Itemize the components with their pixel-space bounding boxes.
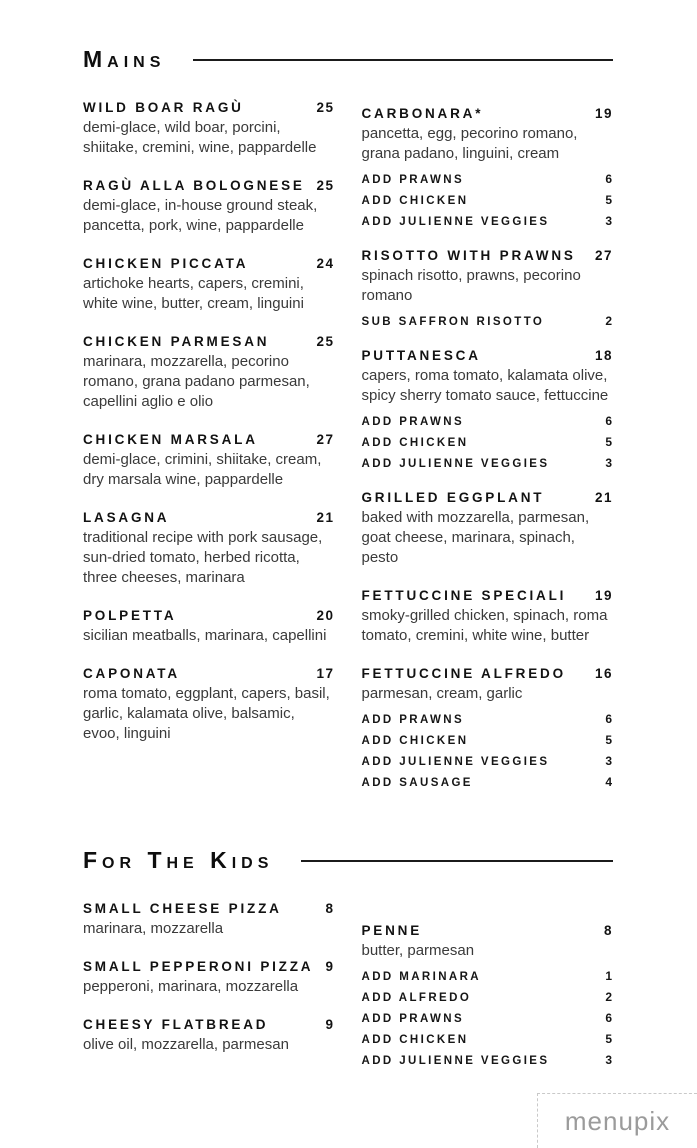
menu-item: [83, 959, 335, 997]
addon-label: SUB SAFFRON RISOTTO: [361, 316, 545, 328]
menu-item-price: 19: [594, 106, 613, 121]
addon-label: ADD PRAWNS: [361, 416, 465, 428]
menu-item-price: 21: [594, 490, 613, 505]
menu-item: [83, 100, 335, 158]
addon-row: [362, 1053, 614, 1067]
menu-item-header: [83, 100, 335, 115]
menu-item: [83, 1017, 335, 1055]
addon-price: 2: [605, 990, 613, 1004]
menu-item: [83, 178, 335, 236]
section-divider-line: [301, 860, 613, 862]
menu-item-name: CHICKEN PICCATA: [83, 256, 249, 271]
menu-item-header: [362, 490, 614, 505]
addon-price: 4: [605, 775, 613, 789]
addon-price: 3: [605, 456, 613, 470]
menu-item-description: demi-glace, crimini, shiitake, cream, dry marsala wine, pappardelle: [83, 451, 322, 488]
menu-item-header: [362, 348, 614, 363]
addon-row: [362, 435, 614, 449]
addon-row: [362, 775, 614, 789]
menu-item-description: baked with mozzarella, parmesan, goat cheese, marinara, spinach, pesto: [361, 509, 590, 566]
addon-label: ADD CHICKEN: [361, 437, 469, 449]
section-columns: [83, 901, 613, 1087]
menu-item-price: 25: [316, 178, 335, 193]
menu-item-name: SMALL CHEESE PIZZA: [83, 901, 282, 916]
menu-item-name: SMALL PEPPERONI PIZZA: [83, 959, 314, 974]
menu-item: [83, 510, 335, 588]
menu-item-name: RAGÙ ALLA BOLOGNESE: [83, 178, 305, 193]
menu-item-header: [362, 923, 614, 938]
menu-item-description: parmesan, cream, garlic: [361, 685, 523, 702]
section-header: [83, 46, 613, 73]
menu-item: [362, 490, 614, 568]
menu-item-header: [83, 666, 335, 681]
menu-sections: [83, 46, 613, 1087]
menu-item-header: [83, 178, 335, 193]
menu-column: [83, 901, 335, 1087]
section-columns: [83, 100, 613, 809]
addon-price: 5: [605, 733, 613, 747]
menu-item-price: 17: [316, 666, 335, 681]
menu-item-name: PUTTANESCA: [361, 348, 481, 363]
menu-item-description: capers, roma tomato, kalamata olive, spicy sherry tomato sauce, fettuccine: [361, 367, 609, 404]
menu-item-header: [83, 1017, 335, 1032]
menu-item-price: 9: [325, 1017, 335, 1032]
watermark-label: menupix: [564, 1105, 671, 1136]
addon-label: ADD JULIENNE VEGGIES: [361, 1055, 550, 1067]
menu-section: [83, 847, 613, 1087]
addon-row: [362, 712, 614, 726]
menu-item-description: olive oil, mozzarella, parmesan: [83, 1036, 289, 1053]
menu-item-addons: [362, 712, 614, 789]
menu-item-name: CAPONATA: [83, 666, 180, 681]
menu-item: [83, 432, 335, 490]
menu-item-description: pepperoni, marinara, mozzarella: [83, 978, 299, 995]
menu-item-header: [362, 666, 614, 681]
menu-item-header: [83, 334, 335, 349]
menu-item-name: FETTUCCINE SPECIALI: [361, 588, 567, 603]
addon-row: [362, 1011, 614, 1025]
menu-item-price: 27: [594, 248, 613, 263]
menu-item-header: [362, 106, 614, 121]
addon-label: ADD PRAWNS: [361, 1013, 465, 1025]
menu-item-description: pancetta, egg, pecorino romano, grana padano, linguini, cream: [361, 125, 578, 162]
menu-item-name: CARBONARA*: [361, 106, 484, 121]
menu-item-name: CHEESY FLATBREAD: [83, 1017, 269, 1032]
menu-item: [83, 256, 335, 314]
addon-row: [362, 733, 614, 747]
addon-price: 2: [605, 314, 613, 328]
addon-price: 5: [605, 1032, 613, 1046]
menu-item-addons: [362, 172, 614, 228]
menu-item-price: 27: [316, 432, 335, 447]
addon-label: ADD PRAWNS: [361, 714, 465, 726]
menu-item: [362, 348, 614, 470]
menu-item-header: [83, 901, 335, 916]
menu-item-header: [83, 959, 335, 974]
addon-label: ADD JULIENNE VEGGIES: [361, 756, 550, 768]
menu-item-description: marinara, mozzarella, pecorino romano, grana padano parmesan, capellini aglio e olio: [83, 353, 310, 410]
menu-item-name: CHICKEN PARMESAN: [83, 334, 270, 349]
menu-item-name: POLPETTA: [83, 608, 177, 623]
menu-item-header: [362, 248, 614, 263]
menu-item-name: RISOTTO WITH PRAWNS: [361, 248, 576, 263]
menu-item-header: [83, 510, 335, 525]
menu-item-name: GRILLED EGGPLANT: [361, 490, 545, 505]
menu-item-price: 18: [594, 348, 613, 363]
menu-item-description: demi-glace, in-house ground steak, pancetta, pork, wine, pappardelle: [83, 197, 318, 234]
menu-item-header: [362, 588, 614, 603]
addon-price: 3: [605, 214, 613, 228]
menu-item: [83, 901, 335, 939]
menu-item-price: 25: [316, 334, 335, 349]
menu-item-description: spinach risotto, prawns, pecorino romano: [361, 267, 581, 304]
menu-item-price: 9: [325, 959, 335, 974]
section-divider-line: [193, 59, 613, 61]
menu-item: [83, 666, 335, 744]
menu-item-price: 19: [594, 588, 613, 603]
addon-row: [362, 456, 614, 470]
menu-item: [362, 106, 614, 228]
menu-item: [362, 666, 614, 789]
addon-price: 1: [605, 969, 613, 983]
watermark: [537, 1093, 697, 1148]
menu-item-header: [83, 256, 335, 271]
addon-price: 3: [605, 754, 613, 768]
menu-item-name: LASAGNA: [83, 510, 170, 525]
menu-item-description: traditional recipe with pork sausage, sun-dried tomato, herbed ricotta, three cheeses, marinara: [83, 529, 323, 586]
addon-label: ADD JULIENNE VEGGIES: [361, 458, 550, 470]
menu-item-addons: [362, 314, 614, 328]
menu-item-price: 8: [603, 923, 613, 938]
addon-row: [362, 214, 614, 228]
addon-price: 6: [605, 414, 613, 428]
menu-item-description: butter, parmesan: [361, 942, 475, 959]
addon-price: 6: [605, 712, 613, 726]
addon-label: ADD CHICKEN: [361, 735, 469, 747]
menu-item-price: 16: [594, 666, 613, 681]
addon-price: 6: [605, 1011, 613, 1025]
menu-item-addons: [362, 969, 614, 1067]
addon-price: 6: [605, 172, 613, 186]
section-header: [83, 847, 613, 874]
section-title: Mains: [83, 46, 166, 72]
menu-column: [362, 901, 614, 1087]
menu-item-description: sicilian meatballs, marinara, capellini: [83, 627, 327, 644]
addon-row: [362, 193, 614, 207]
menu-item-price: 20: [316, 608, 335, 623]
addon-label: ADD MARINARA: [361, 971, 482, 983]
section-title: For The Kids: [83, 847, 274, 873]
menu-item: [83, 334, 335, 412]
menu-item-description: smoky-grilled chicken, spinach, roma tomato, cremini, white wine, butter: [361, 607, 608, 644]
addon-label: ADD SAUSAGE: [361, 777, 473, 789]
menu-section: [83, 46, 613, 809]
menu-item-name: WILD BOAR RAGÙ: [83, 100, 244, 115]
menu-item-header: [83, 608, 335, 623]
menu-item-description: artichoke hearts, capers, cremini, white wine, butter, cream, linguini: [83, 275, 304, 312]
addon-row: [362, 990, 614, 1004]
menu-item: [83, 608, 335, 646]
addon-row: [362, 754, 614, 768]
addon-row: [362, 969, 614, 983]
addon-label: ADD PRAWNS: [361, 174, 465, 186]
addon-row: [362, 314, 614, 328]
menu-item-name: PENNE: [361, 923, 423, 938]
addon-row: [362, 414, 614, 428]
addon-row: [362, 1032, 614, 1046]
addon-label: ADD ALFREDO: [361, 992, 472, 1004]
addon-row: [362, 172, 614, 186]
menu-item-description: roma tomato, eggplant, capers, basil, garlic, kalamata olive, balsamic, evoo, linguini: [83, 685, 330, 742]
menu-item-name: CHICKEN MARSALA: [83, 432, 258, 447]
menu-item: [362, 923, 614, 1067]
menu-item-price: 21: [316, 510, 335, 525]
menu-item-header: [83, 432, 335, 447]
menu-item-description: demi-glace, wild boar, porcini, shiitake, cremini, wine, pappardelle: [83, 119, 317, 156]
addon-price: 5: [605, 435, 613, 449]
addon-label: ADD CHICKEN: [361, 1034, 469, 1046]
menu-column: [362, 100, 614, 809]
menu-item-description: marinara, mozzarella: [83, 920, 224, 937]
menu-item: [362, 588, 614, 646]
menu-item-price: 25: [316, 100, 335, 115]
addon-label: ADD CHICKEN: [361, 195, 469, 207]
addon-label: ADD JULIENNE VEGGIES: [361, 216, 550, 228]
menu-item-name: FETTUCCINE ALFREDO: [361, 666, 566, 681]
menu-item-addons: [362, 414, 614, 470]
menu-item: [362, 248, 614, 328]
addon-price: 5: [605, 193, 613, 207]
menu-item-price: 24: [316, 256, 335, 271]
menu-item-price: 8: [325, 901, 335, 916]
menu-column: [83, 100, 335, 809]
addon-price: 3: [605, 1053, 613, 1067]
